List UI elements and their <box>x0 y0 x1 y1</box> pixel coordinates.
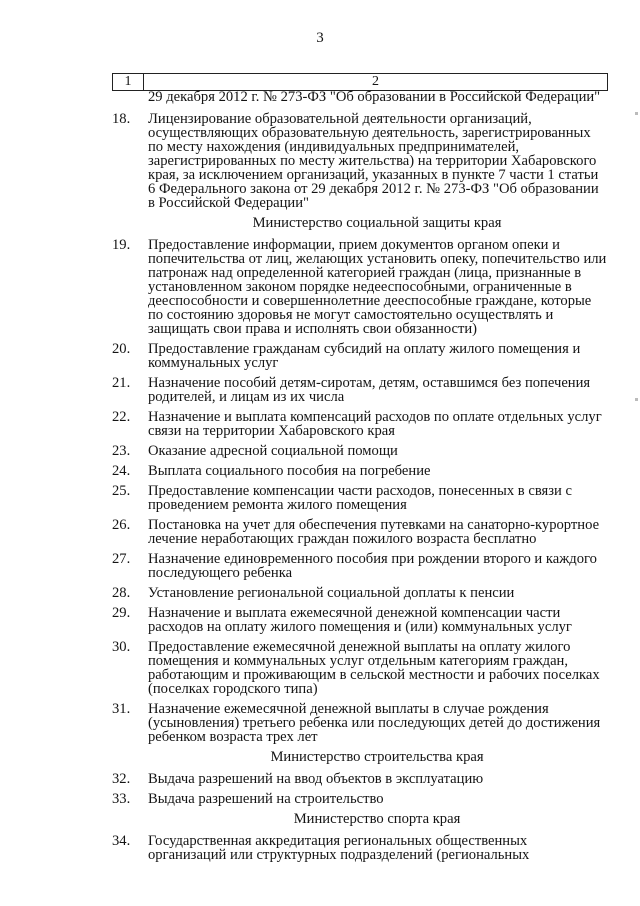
item-text: Оказание адресной социальной помощи <box>148 443 398 459</box>
scan-speck <box>635 398 638 401</box>
item-number: 24. <box>112 463 131 479</box>
item-number: 22. <box>112 409 131 425</box>
item-number: 28. <box>112 585 131 601</box>
section-heading: Министерство спорта края <box>293 811 461 827</box>
list-item <box>112 518 608 546</box>
page-number: 3 <box>316 30 324 46</box>
item-text: Государственная аккредитация региональных общественных организаций или структурных подразделений (региональных <box>148 833 530 863</box>
continuation-row <box>112 90 608 104</box>
column-1-header: 1 <box>113 74 144 90</box>
list-item <box>112 640 608 696</box>
item-number: 20. <box>112 341 131 357</box>
continuation-text: 29 декабря 2012 г. № 273-ФЗ "Об образовании в Российской Федерации" <box>148 89 601 105</box>
section-heading: Министерство строительства края <box>270 749 484 765</box>
item-number: 27. <box>112 551 131 567</box>
list-item <box>112 484 608 512</box>
item-number: 34. <box>112 833 131 849</box>
item-number: 19. <box>112 237 131 253</box>
item-number: 26. <box>112 517 131 533</box>
list-item <box>112 376 608 404</box>
scan-speck <box>635 112 638 115</box>
list-item <box>112 606 608 634</box>
item-text: Выдача разрешений на строительство <box>148 791 384 807</box>
item-number: 31. <box>112 701 131 717</box>
item-number: 29. <box>112 605 131 621</box>
list-item <box>112 702 608 744</box>
item-number: 21. <box>112 375 131 391</box>
column-2-header: 2 <box>372 74 379 89</box>
item-text: Установление региональной социальной доплаты к пенсии <box>148 585 515 601</box>
list-item <box>112 834 608 862</box>
services-list <box>112 90 608 868</box>
item-number: 25. <box>112 483 131 499</box>
list-item <box>112 464 608 478</box>
item-number: 33. <box>112 791 131 807</box>
list-item <box>112 112 608 210</box>
item-text: Предоставление ежемесячной денежной выплаты на оплату жилого помещения и коммунальных услуг отдельным категориям граждан, работающим и проживающим в сельской местности и рабочих поселках (поселках городского типа) <box>148 639 600 697</box>
item-text: Назначение ежемесячной денежной выплаты в случае рождения (усыновления) третьего ребенка или последующих детей до достижения ребенком возраста трех лет <box>148 701 601 745</box>
list-item <box>112 238 608 336</box>
list-item <box>112 792 608 806</box>
list-item <box>112 586 608 600</box>
list-item <box>112 444 608 458</box>
item-text: Выплата социального пособия на погребение <box>148 463 431 479</box>
section-heading: Министерство социальной защиты края <box>252 215 502 231</box>
item-text: Выдача разрешений на ввод объектов в эксплуатацию <box>148 771 484 787</box>
item-text: Назначение и выплата компенсаций расходов по оплате отдельных услуг связи на территории Хабаровского края <box>148 409 602 439</box>
item-number: 30. <box>112 639 131 655</box>
item-text: Назначение пособий детям-сиротам, детям, оставшимся без попечения родителей, и лицам из их числа <box>148 375 591 405</box>
item-text: Назначение единовременного пособия при рождении второго и каждого последующего ребенка <box>148 551 597 581</box>
list-item <box>112 342 608 370</box>
item-number: 23. <box>112 443 131 459</box>
item-number: 32. <box>112 771 131 787</box>
item-number: 18. <box>112 111 131 127</box>
item-text: Лицензирование образовательной деятельности организаций, осуществляющих образовательную деятельность, зарегистрированных по месту нахождения (индивидуальных предпринимателей, зарегистрированных по месту жительства) на территории Хабаровского края, за исключением организаций, указанных в пункте 7 части 1 статьи 6 Федерального закона от 29 декабря 2012 г. № 273-ФЗ "Об образовании в Российской Федерации" <box>148 111 599 211</box>
item-text: Постановка на учет для обеспечения путевками на санаторно-курортное лечение неработающих граждан пожилого возраста бесплатно <box>148 517 600 547</box>
list-item <box>112 410 608 438</box>
list-item <box>112 772 608 786</box>
item-text: Предоставление компенсации части расходов, понесенных в связи с проведением ремонта жилого помещения <box>148 483 572 513</box>
item-text: Предоставление информации, прием документов органом опеки и попечительства от лиц, желающих установить опеку, попечительство или патронаж над определенной категорией граждан (лица, признанные в установленном законом порядке недееспособными, ограниченные в дееспособности и совершеннолетние дееспособные граждане, которые по состоянию здоровья не могут самостоятельно осуществлять и защищать свои права и исполнять свои обязанности) <box>148 237 607 337</box>
item-text: Назначение и выплата ежемесячной денежной компенсации части расходов на оплату жилого помещения и (или) коммунальных услуг <box>148 605 572 635</box>
item-text: Предоставление гражданам субсидий на оплату жилого помещения и коммунальных услуг <box>148 341 581 371</box>
list-item <box>112 552 608 580</box>
